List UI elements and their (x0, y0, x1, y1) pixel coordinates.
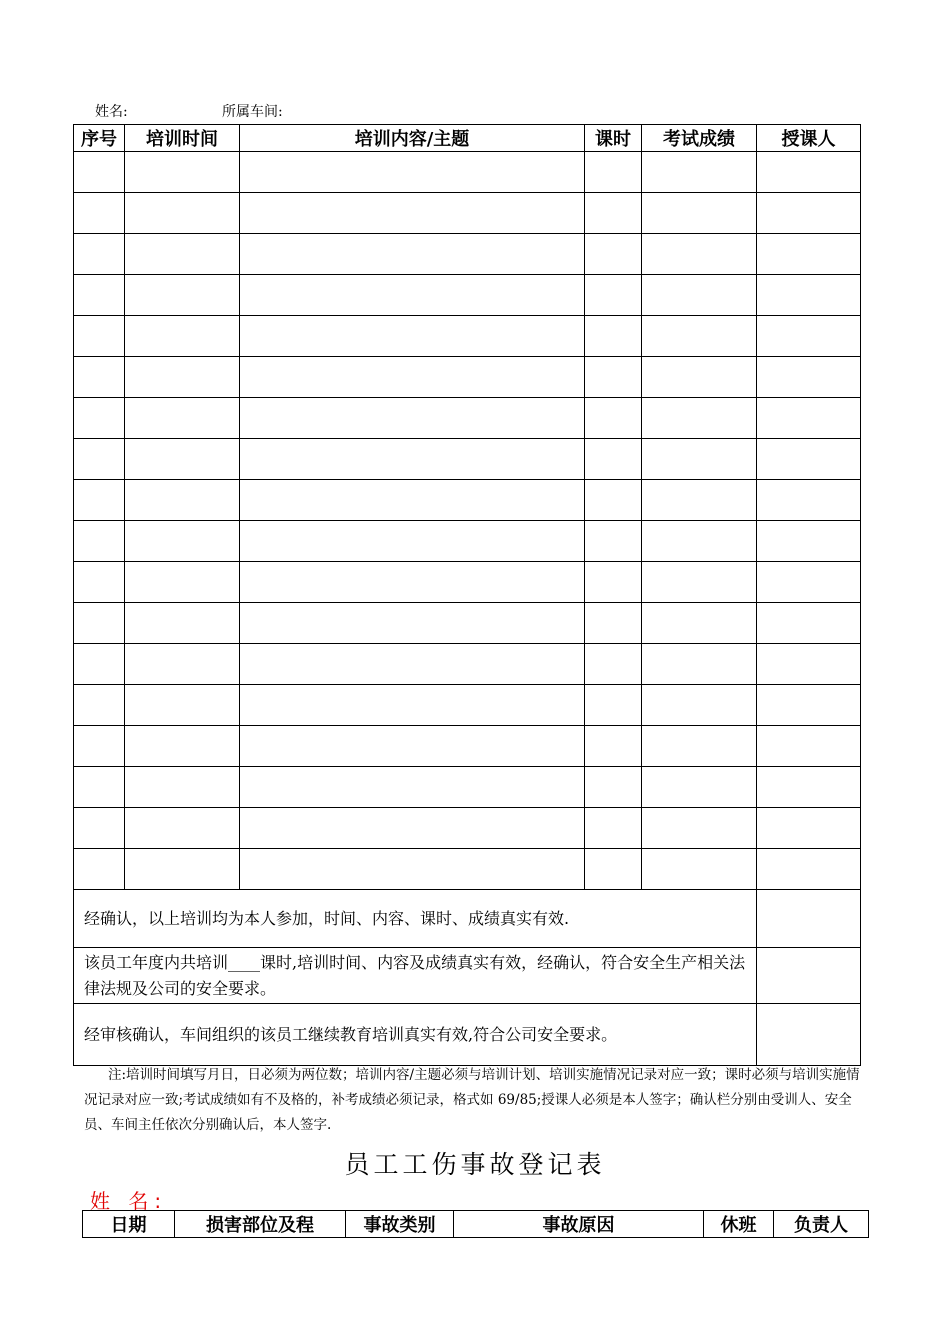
training-time-cell[interactable] (125, 234, 240, 275)
col-header-training-time: 培训时间 (125, 125, 240, 152)
training-row (74, 398, 861, 439)
training-time-cell[interactable] (125, 316, 240, 357)
instructor-cell[interactable] (757, 685, 861, 726)
instructor-cell[interactable] (757, 316, 861, 357)
exam-score-cell[interactable] (642, 562, 757, 603)
training-time-cell[interactable] (125, 644, 240, 685)
safety-officer-signature-cell[interactable] (757, 948, 861, 1004)
exam-score-cell[interactable] (642, 152, 757, 193)
col-header-date: 日期 (83, 1211, 175, 1238)
training-time-cell[interactable] (125, 152, 240, 193)
training-time-cell[interactable] (125, 767, 240, 808)
class-hours-cell[interactable] (585, 316, 642, 357)
training-content-cell[interactable] (240, 562, 585, 603)
training-time-cell[interactable] (125, 726, 240, 767)
training-content-cell[interactable] (240, 849, 585, 890)
class-hours-cell[interactable] (585, 603, 642, 644)
class-hours-cell[interactable] (585, 357, 642, 398)
index-cell[interactable] (74, 316, 125, 357)
instructor-cell[interactable] (757, 480, 861, 521)
class-hours-cell[interactable] (585, 849, 642, 890)
instructor-cell[interactable] (757, 398, 861, 439)
instructor-cell[interactable] (757, 234, 861, 275)
training-table-header (74, 125, 861, 152)
training-row (74, 480, 861, 521)
class-hours-cell[interactable] (585, 726, 642, 767)
col-header-training-content: 培训内容/主题 (240, 125, 585, 152)
training-content-cell[interactable] (240, 480, 585, 521)
training-content-cell[interactable] (240, 275, 585, 316)
training-content-cell[interactable] (240, 357, 585, 398)
class-hours-cell[interactable] (585, 562, 642, 603)
col-header-instructor: 授课人 (757, 125, 861, 152)
class-hours-cell[interactable] (585, 193, 642, 234)
index-cell[interactable] (74, 644, 125, 685)
index-cell[interactable] (74, 849, 125, 890)
exam-score-cell[interactable] (642, 767, 757, 808)
training-content-cell[interactable] (240, 808, 585, 849)
confirmation-row (74, 1004, 861, 1066)
instructor-cell[interactable] (757, 439, 861, 480)
training-row (74, 562, 861, 603)
training-row (74, 193, 861, 234)
training-content-cell[interactable] (240, 521, 585, 562)
training-content-cell[interactable] (240, 644, 585, 685)
accident-form-title: 员工工伤事故登记表 (344, 1150, 606, 1179)
training-time-cell[interactable] (125, 849, 240, 890)
col-header-accident-cause: 事故原因 (454, 1211, 704, 1238)
index-cell[interactable] (74, 767, 125, 808)
training-content-cell[interactable] (240, 316, 585, 357)
instructor-cell[interactable] (757, 275, 861, 316)
confirmation-section (74, 890, 861, 1066)
training-time-cell[interactable] (125, 480, 240, 521)
col-header-leave: 休班 (704, 1211, 774, 1238)
training-row (74, 849, 861, 890)
class-hours-cell[interactable] (585, 398, 642, 439)
training-content-cell[interactable] (240, 234, 585, 275)
trainee-confirmation-text: 经确认，以上培训均为本人参加，时间、内容、课时、成绩真实有效. (74, 890, 757, 948)
training-content-cell[interactable] (240, 152, 585, 193)
exam-score-cell[interactable] (642, 521, 757, 562)
instructor-cell[interactable] (757, 808, 861, 849)
accident-form-name-label: 姓 名: (90, 1189, 168, 1213)
training-row (74, 644, 861, 685)
exam-score-cell[interactable] (642, 808, 757, 849)
training-content-cell[interactable] (240, 726, 585, 767)
col-header-accident-type: 事故类别 (346, 1211, 454, 1238)
class-hours-cell[interactable] (585, 152, 642, 193)
index-cell[interactable] (74, 808, 125, 849)
instructor-cell[interactable] (757, 562, 861, 603)
index-cell[interactable] (74, 193, 125, 234)
safety-officer-confirmation-text: 该员工年度内共培训____课时,培训时间、内容及成绩真实有效，经确认，符合安全生产相关法律法规及公司的安全要求。 (74, 948, 757, 1004)
trainee-signature-cell[interactable] (757, 890, 861, 948)
class-hours-cell[interactable] (585, 685, 642, 726)
training-content-cell[interactable] (240, 439, 585, 480)
instructor-cell[interactable] (757, 849, 861, 890)
class-hours-cell[interactable] (585, 521, 642, 562)
class-hours-cell[interactable] (585, 439, 642, 480)
training-record-table (73, 124, 861, 1066)
confirmation-row (74, 948, 861, 1004)
class-hours-cell[interactable] (585, 808, 642, 849)
workshop-label: 所属车间: (222, 104, 283, 120)
col-header-responsible-person: 负责人 (774, 1211, 869, 1238)
exam-score-cell[interactable] (642, 644, 757, 685)
training-time-cell[interactable] (125, 275, 240, 316)
accident-record-table (82, 1210, 869, 1238)
exam-score-cell[interactable] (642, 849, 757, 890)
exam-score-cell[interactable] (642, 603, 757, 644)
instructor-cell[interactable] (757, 193, 861, 234)
name-label: 姓名: (95, 104, 128, 120)
training-time-cell[interactable] (125, 398, 240, 439)
class-hours-cell[interactable] (585, 644, 642, 685)
training-content-cell[interactable] (240, 767, 585, 808)
training-row (74, 767, 861, 808)
workshop-director-confirmation-text: 经审核确认，车间组织的该员工继续教育培训真实有效,符合公司安全要求。 (74, 1004, 757, 1066)
workshop-director-signature-cell[interactable] (757, 1004, 861, 1066)
index-cell[interactable] (74, 234, 125, 275)
index-cell[interactable] (74, 152, 125, 193)
accident-table-header (83, 1211, 869, 1238)
training-row (74, 808, 861, 849)
index-cell[interactable] (74, 398, 125, 439)
instructor-cell[interactable] (757, 603, 861, 644)
training-row (74, 152, 861, 193)
training-time-cell[interactable] (125, 808, 240, 849)
training-time-cell[interactable] (125, 685, 240, 726)
training-row (74, 603, 861, 644)
training-content-cell[interactable] (240, 685, 585, 726)
training-row (74, 357, 861, 398)
training-row (74, 439, 861, 480)
instructor-cell[interactable] (757, 152, 861, 193)
index-cell[interactable] (74, 521, 125, 562)
training-row (74, 685, 861, 726)
index-cell[interactable] (74, 480, 125, 521)
exam-score-cell[interactable] (642, 357, 757, 398)
training-row (74, 275, 861, 316)
training-time-cell[interactable] (125, 603, 240, 644)
training-time-cell[interactable] (125, 357, 240, 398)
exam-score-cell[interactable] (642, 193, 757, 234)
col-header-index: 序号 (74, 125, 125, 152)
exam-score-cell[interactable] (642, 726, 757, 767)
class-hours-cell[interactable] (585, 234, 642, 275)
training-time-cell[interactable] (125, 193, 240, 234)
training-content-cell[interactable] (240, 398, 585, 439)
exam-score-cell[interactable] (642, 275, 757, 316)
form-header (95, 101, 283, 121)
instructor-cell[interactable] (757, 644, 861, 685)
index-cell[interactable] (74, 685, 125, 726)
exam-score-cell[interactable] (642, 316, 757, 357)
training-row (74, 521, 861, 562)
index-cell[interactable] (74, 726, 125, 767)
exam-score-cell[interactable] (642, 439, 757, 480)
index-cell[interactable] (74, 562, 125, 603)
training-table-body (74, 152, 861, 890)
index-cell[interactable] (74, 357, 125, 398)
training-row (74, 726, 861, 767)
confirmation-row (74, 890, 861, 948)
col-header-exam-score: 考试成绩 (642, 125, 757, 152)
class-hours-cell[interactable] (585, 275, 642, 316)
training-time-cell[interactable] (125, 562, 240, 603)
training-time-cell[interactable] (125, 521, 240, 562)
class-hours-cell[interactable] (585, 767, 642, 808)
instructor-cell[interactable] (757, 521, 861, 562)
index-cell[interactable] (74, 603, 125, 644)
instructor-cell[interactable] (757, 767, 861, 808)
training-time-cell[interactable] (125, 439, 240, 480)
instructor-cell[interactable] (757, 357, 861, 398)
instructions-note: 注:培训时间填写月日，日必须为两位数；培训内容/主题必须与培训计划、培训实施情况记录对应一致；课时必须与培训实施情况记录对应一致;考试成绩如有不及格的，补考成绩必须记录，格式如 69/85;授课人必须是本人签字；确认栏分别由受训人、安全员、车间主任依次分别确认后，本人签字. (84, 1067, 860, 1133)
training-content-cell[interactable] (240, 193, 585, 234)
training-row (74, 316, 861, 357)
class-hours-cell[interactable] (585, 480, 642, 521)
exam-score-cell[interactable] (642, 398, 757, 439)
training-content-cell[interactable] (240, 603, 585, 644)
col-header-injury-part: 损害部位及程 (175, 1211, 346, 1238)
exam-score-cell[interactable] (642, 234, 757, 275)
training-row (74, 234, 861, 275)
index-cell[interactable] (74, 439, 125, 480)
index-cell[interactable] (74, 275, 125, 316)
exam-score-cell[interactable] (642, 685, 757, 726)
exam-score-cell[interactable] (642, 480, 757, 521)
col-header-class-hours: 课时 (585, 125, 642, 152)
instructor-cell[interactable] (757, 726, 861, 767)
